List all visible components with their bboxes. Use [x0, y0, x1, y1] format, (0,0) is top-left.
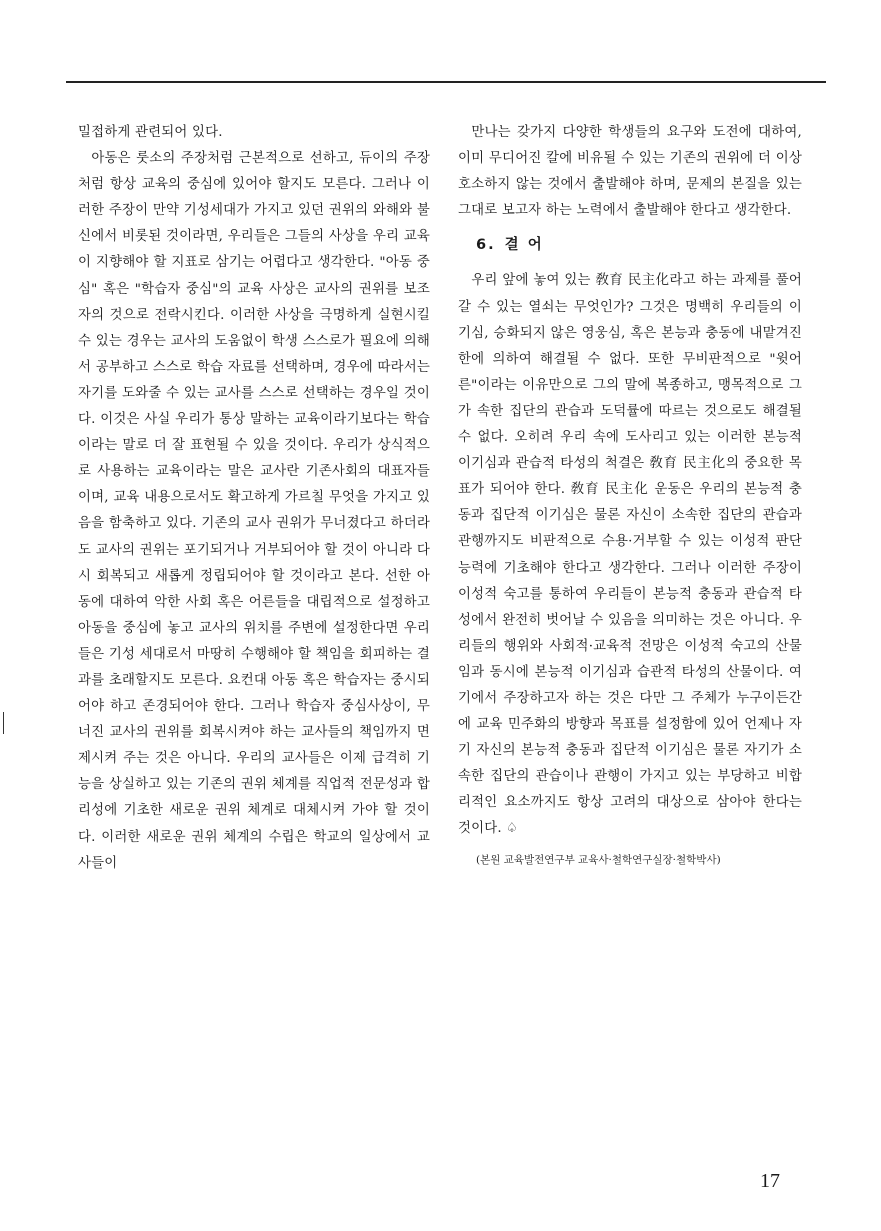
section-number: 6. [476, 237, 496, 254]
margin-mark [3, 712, 4, 734]
conclusion-text: 우리 앞에 놓여 있는 敎育 民主化라고 하는 과제를 풀어갈 수 있는 열쇠는 무엇인가? 그것은 명백히 우리들의 이기심, 승화되지 않은 영웅심, 혹은 본능과 충동에 내맡겨진 한에 의하여 해결될 수 없다. 또한 무비판적으로 "윗어른"이라는 이유만으로 그의 말에 복종하고, 맹목적으로 그가 속한 집단의 관습과 도덕률에 따르는 것으로도 해결될 수 없다. 오히려 우리 속에 도사리고 있는 이러한 본능적 이기심과 관습적 타성의 척결은 敎育 民主化의 중요한 목표가 되어야 한다. 敎育 民主化 운동은 우리의 본능적 충동과 집단적 이기심은 물론 자신이 소속한 집단의 관습과 관행까지도 비판적으로 수용·거부할 수 있는 이성적 판단 능력에 기초해야 한다고 생각한다. 그러나 이러한 주장이 이성적 숙고를 통하여 우리들이 본능적 충동과 관습적 타성에서 완전히 벗어날 수 있음을 의미하는 것은 아니다. 우리들의 행위와 사회적·교육적 전망은 이성적 숙고의 산물임과 동시에 본능적 이기심과 습관적 타성의 산물이다. 여기에서 주장하고자 하는 것은 다만 그 주체가 누구이든간에 교육 민주화의 방향과 목표를 설정함에 있어 언제나 자기 자신의 본능적 충동과 집단적 이기심은 물론 자기가 소속한 집단의 관습이나 관행이 가지고 있는 부당하고 비합리적인 요소까지도 항상 고려의 대상으로 삼아야 한다는 것이다. [458, 273, 802, 837]
left-paragraph-2: 아동은 룻소의 주장처럼 근본적으로 선하고, 듀이의 주장처럼 항상 교육의 중심에 있어야 할지도 모른다. 그러나 이러한 주장이 만약 기성세대가 가지고 있던 권위의 와해와 불신에서 비롯된 것이라면, 우리들은 그들의 사상을 우리 교육이 지향해야 할 지표로 삼기는 어렵다고 생각한다. "아동 중심" 혹은 "학습자 중심"의 교육 사상은 교사의 권위를 보조자의 것으로 전락시킨다. 이러한 사상을 극명하게 실현시킬 수 있는 경우는 교사의 도움없이 학생 스스로가 필요에 의해서 공부하고 스스로 학습 자료를 선택하며, 경우에 따라서는 자기를 도와줄 수 있는 교사를 스스로 선택하는 경우일 것이다. 이것은 사실 우리가 통상 말하는 교육이라기보다는 학습이라는 말로 더 잘 표현될 수 있을 것이다. 우리가 상식적으로 사용하는 교육이라는 말은 교사란 기존사회의 대표자들이며, 교육 내용으로서도 확고하게 가르칠 무엇을 가지고 있음을 함축하고 있다. 기존의 교사 권위가 무너졌다고 하더라도 교사의 권위는 포기되거나 거부되어야 할 것이 아니라 다시 회복되고 새롭게 정립되어야 할 것이라고 본다. 선한 아동에 대하여 악한 사회 혹은 어른들을 대립적으로 설정하고 아동을 중심에 놓고 교사의 위치를 주변에 설정한다면 우리들은 기성 세대로서 마땅히 수행해야 할 책임을 회피하는 결과를 초래할지도 모른다. 요컨대 아동 혹은 학습자는 중시되어야 하고 존경되어야 한다. 그러나 학습자 중심사상이, 무너진 교사의 권위를 회복시켜야 하는 교사들의 책임까지 면제시켜 주는 것은 아니다. 우리의 교사들은 이제 급격히 기능을 상실하고 있는 기존의 권위 체계를 직업적 전문성과 합리성에 기초한 새로운 권위 체계로 대체시켜 가야 할 것이다. 이러한 새로운 권위 체계의 수립은 학교의 일상에서 교사들이 [78, 151, 430, 871]
right-paragraph-1: 만나는 갖가지 다양한 학생들의 요구와 도전에 대하여, 이미 무디어진 칼에 비유될 수 있는 기존의 권위에 더 이상 호소하지 않는 것에서 출발해야 하며, 문제의 본질을 있는 그대로 보고자 하는 노력에서 출발해야 한다고 생각한다. [458, 125, 802, 219]
end-mark-icon: ♤ [505, 821, 519, 837]
right-paragraph-2 [458, 268, 802, 842]
left-paragraph-1: 밀접하게 관련되어 있다. [78, 125, 223, 140]
section-title: 결 어 [504, 237, 544, 254]
page-number: 17 [760, 1170, 780, 1192]
author-affiliation: (본원 교육발전연구부 교육사·철학연구실장·철학박사) [476, 853, 721, 866]
right-column [458, 120, 802, 873]
header-rule [66, 81, 826, 83]
left-column [78, 120, 430, 877]
section-heading [476, 232, 802, 258]
